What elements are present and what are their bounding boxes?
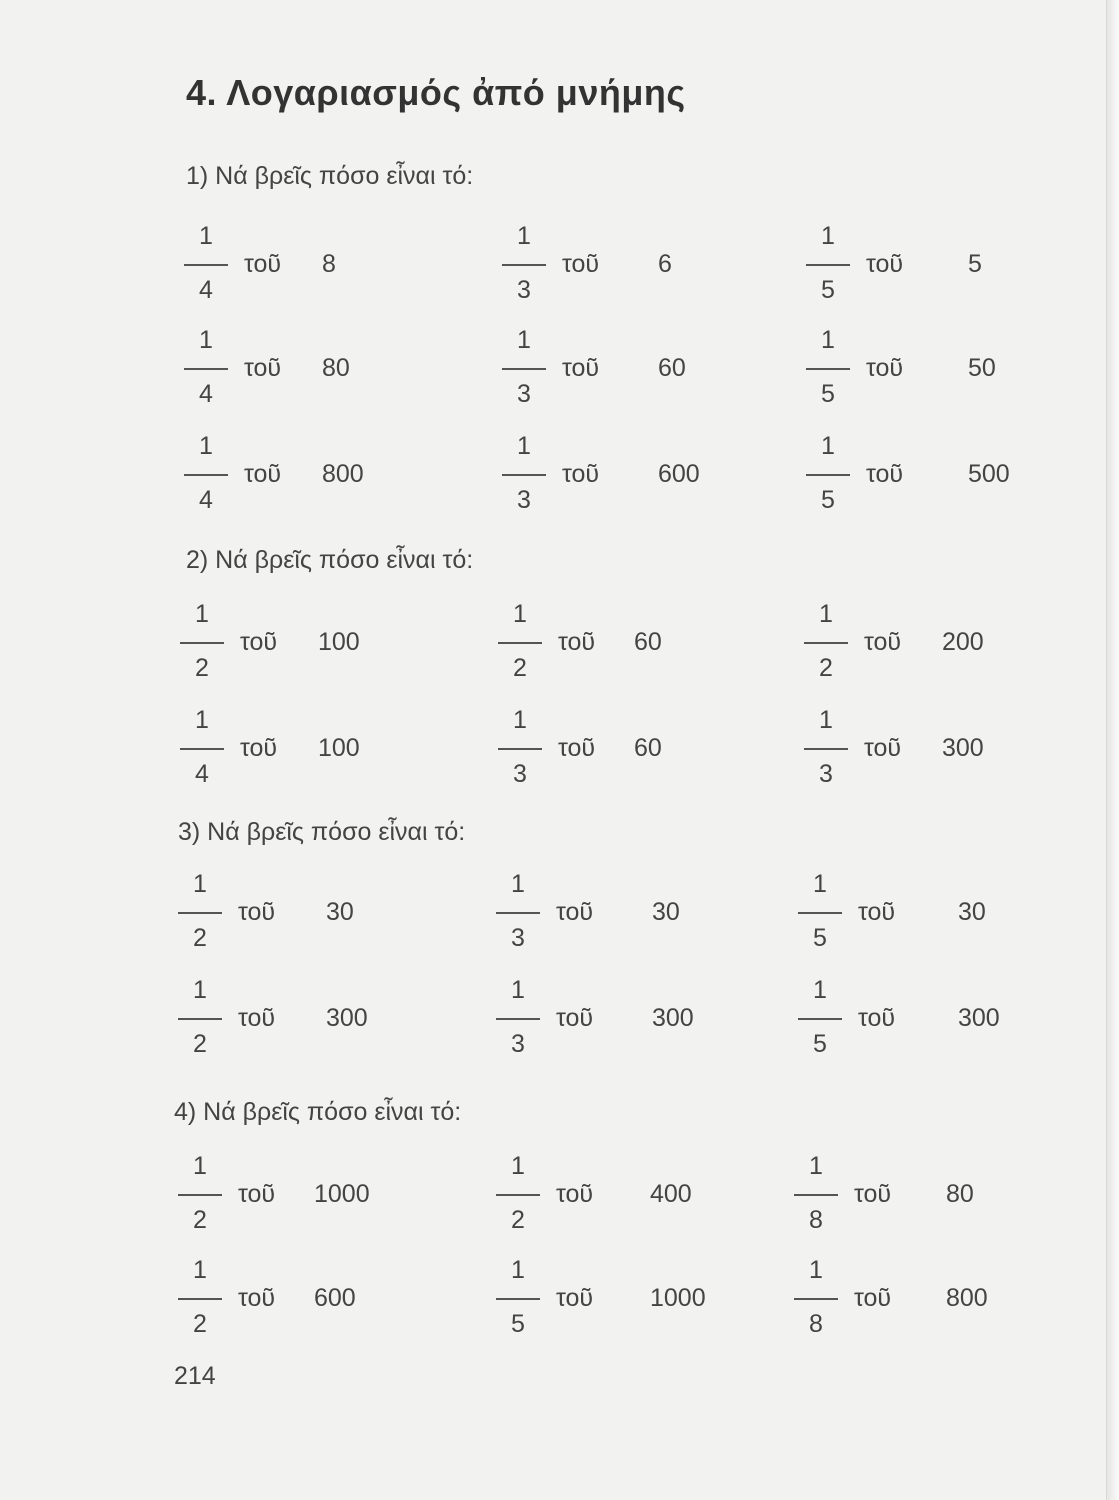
fraction-operand: 60 [658, 354, 686, 382]
fraction [498, 600, 542, 690]
fraction-numerator: 1 [513, 600, 527, 628]
fraction-exercise [794, 1152, 1034, 1242]
fraction-bar [184, 368, 228, 370]
fraction-denominator: 8 [809, 1206, 823, 1234]
fraction-bar [184, 474, 228, 476]
fraction-exercise [496, 976, 736, 1066]
fraction-denominator: 2 [511, 1206, 525, 1234]
fraction [184, 432, 228, 522]
fraction-exercise [502, 432, 742, 522]
fraction-exercise [496, 1256, 736, 1346]
fraction-exercise [806, 222, 1046, 312]
fraction-numerator: 1 [511, 1152, 525, 1180]
of-word: τοῦ [238, 1180, 276, 1208]
fraction-numerator: 1 [513, 706, 527, 734]
fraction-denominator: 5 [511, 1310, 525, 1338]
fraction-operand: 30 [958, 898, 986, 926]
fraction-exercise [794, 1256, 1034, 1346]
fraction-bar [502, 474, 546, 476]
fraction [794, 1256, 838, 1346]
fraction-operand: 600 [314, 1284, 356, 1312]
fraction-bar [806, 474, 850, 476]
of-word: τοῦ [854, 1284, 892, 1312]
fraction-bar [794, 1298, 838, 1300]
fraction-bar [798, 1018, 842, 1020]
fraction-operand: 80 [322, 354, 350, 382]
fraction-denominator: 5 [813, 924, 827, 952]
fraction [502, 222, 546, 312]
fraction [798, 870, 842, 960]
fraction-denominator: 4 [199, 486, 213, 514]
fraction-numerator: 1 [195, 600, 209, 628]
fraction-operand: 5 [968, 250, 982, 278]
fraction-exercise [806, 432, 1046, 522]
fraction-exercise [184, 222, 424, 312]
fraction-denominator: 2 [193, 1030, 207, 1058]
fraction-numerator: 1 [199, 432, 213, 460]
fraction [496, 1152, 540, 1242]
fraction [178, 870, 222, 960]
fraction [496, 1256, 540, 1346]
fraction [794, 1152, 838, 1242]
fraction-denominator: 4 [199, 380, 213, 408]
fraction-bar [178, 912, 222, 914]
fraction-denominator: 3 [511, 1030, 525, 1058]
fraction-numerator: 1 [821, 432, 835, 460]
fraction [498, 706, 542, 796]
fraction-operand: 800 [322, 460, 364, 488]
fraction [804, 600, 848, 690]
fraction-numerator: 1 [517, 326, 531, 354]
fraction-exercise [496, 870, 736, 960]
fraction-denominator: 5 [821, 380, 835, 408]
fraction-denominator: 2 [193, 1206, 207, 1234]
fraction-bar [806, 264, 850, 266]
fraction-exercise [496, 1152, 736, 1242]
of-word: τοῦ [556, 1284, 594, 1312]
of-word: τοῦ [866, 460, 904, 488]
section-1-instruction: 1) Νά βρεῖς πόσο εἶναι τό: [186, 162, 474, 190]
fraction-exercise [178, 976, 418, 1066]
fraction-bar [502, 264, 546, 266]
fraction-exercise [184, 432, 424, 522]
of-word: τοῦ [556, 898, 594, 926]
fraction-denominator: 5 [821, 276, 835, 304]
fraction-operand: 800 [946, 1284, 988, 1312]
fraction-denominator: 3 [819, 760, 833, 788]
fraction-operand: 6 [658, 250, 672, 278]
of-word: τοῦ [238, 1284, 276, 1312]
fraction-numerator: 1 [517, 222, 531, 250]
of-word: τοῦ [556, 1004, 594, 1032]
fraction-operand: 100 [318, 628, 360, 656]
of-word: τοῦ [558, 628, 596, 656]
fraction [496, 870, 540, 960]
fraction-numerator: 1 [813, 870, 827, 898]
fraction-bar [184, 264, 228, 266]
fraction-denominator: 3 [517, 486, 531, 514]
of-word: τοῦ [244, 354, 282, 382]
fraction-denominator: 4 [199, 276, 213, 304]
fraction-bar [496, 1194, 540, 1196]
section-2-instruction: 2) Νά βρεῖς πόσο εἶναι τό: [186, 546, 474, 574]
fraction-exercise [798, 870, 1038, 960]
fraction-bar [178, 1194, 222, 1196]
fraction [502, 326, 546, 416]
fraction-exercise [498, 600, 738, 690]
fraction-numerator: 1 [821, 326, 835, 354]
fraction-bar [498, 748, 542, 750]
fraction [180, 706, 224, 796]
of-word: τοῦ [562, 250, 600, 278]
fraction-denominator: 2 [513, 654, 527, 682]
of-word: τοῦ [238, 1004, 276, 1032]
fraction-denominator: 4 [195, 760, 209, 788]
fraction-numerator: 1 [819, 600, 833, 628]
of-word: τοῦ [244, 460, 282, 488]
of-word: τοῦ [240, 628, 278, 656]
fraction [798, 976, 842, 1066]
fraction-bar [804, 642, 848, 644]
fraction-denominator: 2 [193, 1310, 207, 1338]
fraction-exercise [178, 870, 418, 960]
fraction-exercise [502, 222, 742, 312]
fraction-numerator: 1 [511, 1256, 525, 1284]
fraction-exercise [804, 600, 1044, 690]
fraction-numerator: 1 [195, 706, 209, 734]
fraction-operand: 80 [946, 1180, 974, 1208]
section-4-instruction: 4) Νά βρεῖς πόσο εἶναι τό: [174, 1098, 462, 1126]
fraction-bar [798, 912, 842, 914]
fraction-denominator: 3 [511, 924, 525, 952]
fraction-exercise [806, 326, 1046, 416]
fraction-operand: 30 [652, 898, 680, 926]
fraction [178, 1256, 222, 1346]
fraction-numerator: 1 [809, 1152, 823, 1180]
fraction-denominator: 5 [821, 486, 835, 514]
fraction-exercise [180, 706, 420, 796]
fraction-operand: 1000 [650, 1284, 706, 1312]
of-word: τοῦ [864, 734, 902, 762]
fraction-numerator: 1 [199, 222, 213, 250]
of-word: τοῦ [864, 628, 902, 656]
fraction-operand: 60 [634, 628, 662, 656]
fraction-operand: 600 [658, 460, 700, 488]
fraction [806, 432, 850, 522]
fraction-numerator: 1 [511, 870, 525, 898]
fraction-bar [794, 1194, 838, 1196]
fraction [496, 976, 540, 1066]
page-edge-shadow [1106, 0, 1119, 1500]
fraction [178, 1152, 222, 1242]
fraction-bar [178, 1018, 222, 1020]
fraction-exercise [502, 326, 742, 416]
fraction-operand: 300 [326, 1004, 368, 1032]
of-word: τοῦ [858, 898, 896, 926]
fraction-bar [496, 1018, 540, 1020]
fraction-denominator: 2 [819, 654, 833, 682]
fraction-numerator: 1 [809, 1256, 823, 1284]
of-word: τοῦ [562, 460, 600, 488]
fraction-denominator: 2 [195, 654, 209, 682]
fraction-numerator: 1 [511, 976, 525, 1004]
fraction [178, 976, 222, 1066]
page-number: 214 [174, 1362, 216, 1390]
fraction-bar [498, 642, 542, 644]
fraction-denominator: 2 [193, 924, 207, 952]
of-word: τοῦ [562, 354, 600, 382]
fraction-denominator: 8 [809, 1310, 823, 1338]
fraction-operand: 400 [650, 1180, 692, 1208]
fraction [184, 222, 228, 312]
of-word: τοῦ [556, 1180, 594, 1208]
of-word: τοῦ [854, 1180, 892, 1208]
fraction [806, 326, 850, 416]
page-title: 4. Λογαριασμός ἀπό μνήμης [186, 72, 686, 113]
fraction-operand: 300 [652, 1004, 694, 1032]
fraction-operand: 1000 [314, 1180, 370, 1208]
fraction [804, 706, 848, 796]
fraction-bar [496, 1298, 540, 1300]
fraction-numerator: 1 [193, 870, 207, 898]
fraction-operand: 30 [326, 898, 354, 926]
fraction-bar [806, 368, 850, 370]
fraction-bar [178, 1298, 222, 1300]
fraction-exercise [178, 1256, 418, 1346]
fraction-numerator: 1 [193, 1152, 207, 1180]
of-word: τοῦ [238, 898, 276, 926]
fraction-denominator: 3 [517, 276, 531, 304]
fraction-exercise [184, 326, 424, 416]
fraction-bar [502, 368, 546, 370]
of-word: τοῦ [244, 250, 282, 278]
fraction-operand: 50 [968, 354, 996, 382]
fraction-exercise [804, 706, 1044, 796]
fraction-operand: 100 [318, 734, 360, 762]
of-word: τοῦ [866, 354, 904, 382]
fraction-operand: 300 [942, 734, 984, 762]
fraction-numerator: 1 [813, 976, 827, 1004]
fraction-numerator: 1 [193, 976, 207, 1004]
fraction-numerator: 1 [193, 1256, 207, 1284]
fraction-operand: 60 [634, 734, 662, 762]
of-word: τοῦ [858, 1004, 896, 1032]
of-word: τοῦ [866, 250, 904, 278]
fraction-exercise [178, 1152, 418, 1242]
fraction [184, 326, 228, 416]
fraction-bar [496, 912, 540, 914]
fraction-numerator: 1 [819, 706, 833, 734]
fraction-bar [180, 748, 224, 750]
fraction-numerator: 1 [517, 432, 531, 460]
fraction [502, 432, 546, 522]
fraction-operand: 8 [322, 250, 336, 278]
fraction [180, 600, 224, 690]
fraction-numerator: 1 [821, 222, 835, 250]
fraction-exercise [498, 706, 738, 796]
fraction-operand: 300 [958, 1004, 1000, 1032]
fraction-exercise [798, 976, 1038, 1066]
of-word: τοῦ [558, 734, 596, 762]
fraction-bar [804, 748, 848, 750]
fraction-denominator: 5 [813, 1030, 827, 1058]
fraction-denominator: 3 [517, 380, 531, 408]
fraction-exercise [180, 600, 420, 690]
fraction-numerator: 1 [199, 326, 213, 354]
fraction-denominator: 3 [513, 760, 527, 788]
of-word: τοῦ [240, 734, 278, 762]
section-3-instruction: 3) Νά βρεῖς πόσο εἶναι τό: [178, 818, 466, 846]
fraction [806, 222, 850, 312]
fraction-operand: 500 [968, 460, 1010, 488]
fraction-operand: 200 [942, 628, 984, 656]
fraction-bar [180, 642, 224, 644]
